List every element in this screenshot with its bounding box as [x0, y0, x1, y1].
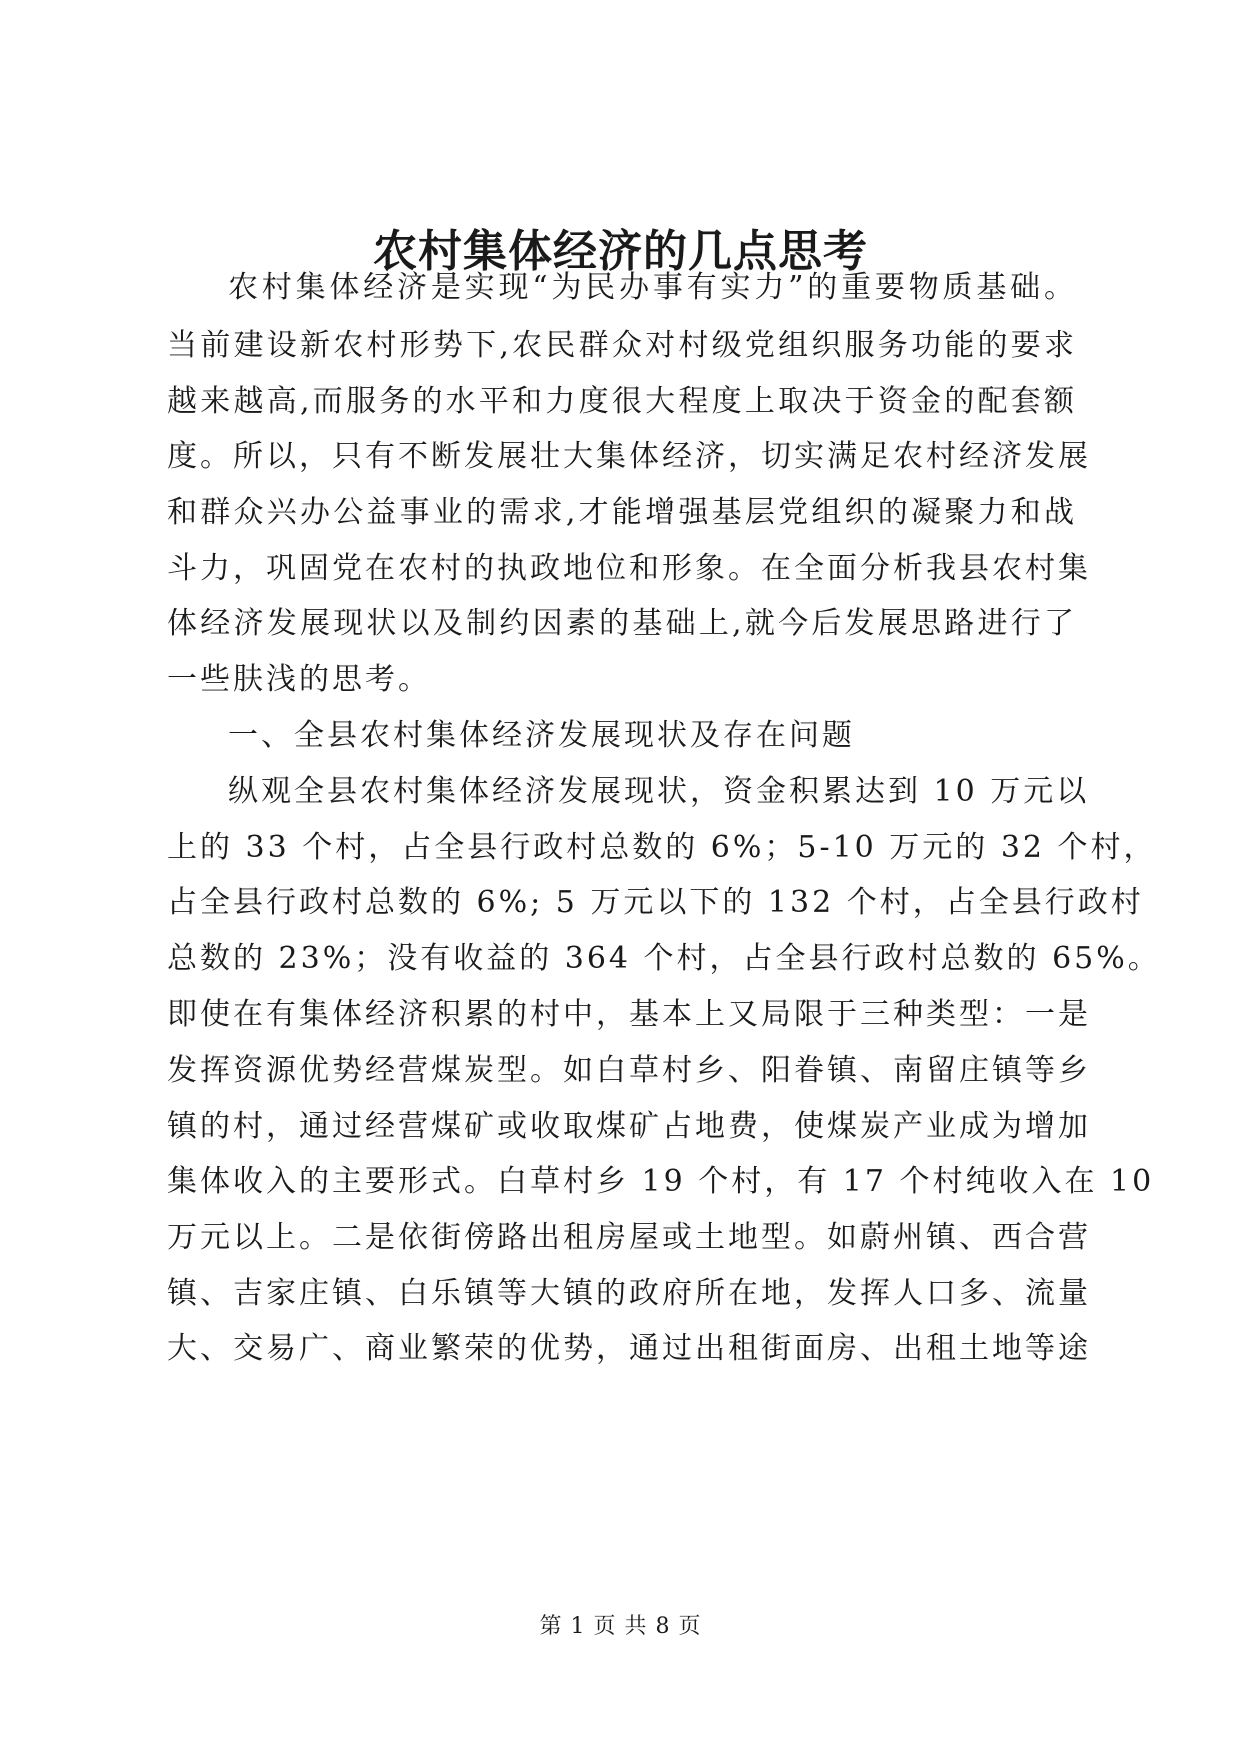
text-line: 集体收入的主要形式。白草村乡 19 个村，有 17 个村纯收入在 10 [167, 1164, 1155, 1199]
text-line: 发挥资源优势经营煤炭型。如白草村乡、阳眷镇、南留庄镇等乡 [167, 1053, 1091, 1088]
text-line: 镇、吉家庄镇、白乐镇等大镇的政府所在地，发挥人口多、流量 [167, 1276, 1091, 1311]
text-line: 上的 33 个村，占全县行政村总数的 6%；5-10 万元的 32 个村， [167, 830, 1157, 865]
text-line: 体经济发展现状以及制约因素的基础上,就今后发展思路进行了 [167, 606, 1077, 641]
text-line: 斗力，巩固党在农村的执政地位和形象。在全面分析我县农村集 [167, 551, 1091, 586]
text-line: 万元以上。二是依街傍路出租房屋或土地型。如蔚州镇、西合营 [167, 1220, 1091, 1255]
text-line: 农村集体经济是实现“为民办事有实力”的重要物质基础。 [228, 270, 1077, 305]
page-number-footer: 第 1 页 共 8 页 [539, 1614, 702, 1639]
document-title: 农村集体经济的几点思考 [373, 226, 868, 277]
section-heading: 一、全县农村集体经济发展现状及存在问题 [228, 718, 855, 753]
text-line: 度。所以，只有不断发展壮大集体经济，切实满足农村经济发展 [167, 439, 1091, 474]
text-line: 一些肤浅的思考。 [167, 662, 431, 697]
text-line: 大、交易广、商业繁荣的优势，通过出租街面房、出租土地等途 [167, 1331, 1091, 1366]
text-line: 当前建设新农村形势下,农民群众对村级党组织服务功能的要求 [167, 328, 1077, 363]
text-line: 占全县行政村总数的 6%; 5 万元以下的 132 个村，占全县行政村 [167, 885, 1144, 920]
text-line: 总数的 23%；没有收益的 364 个村，占全县行政村总数的 65%。 [167, 941, 1161, 976]
text-line: 即使在有集体经济积累的村中，基本上又局限于三种类型：一是 [167, 997, 1091, 1032]
text-line: 纵观全县农村集体经济发展现状，资金积累达到 10 万元以 [228, 774, 1090, 809]
text-line: 越来越高,而服务的水平和力度很大程度上取决于资金的配套额 [167, 384, 1077, 419]
text-line: 镇的村，通过经营煤矿或收取煤矿占地费，使煤炭产业成为增加 [167, 1109, 1091, 1144]
text-line: 和群众兴办公益事业的需求,才能增强基层党组织的凝聚力和战 [167, 495, 1077, 530]
